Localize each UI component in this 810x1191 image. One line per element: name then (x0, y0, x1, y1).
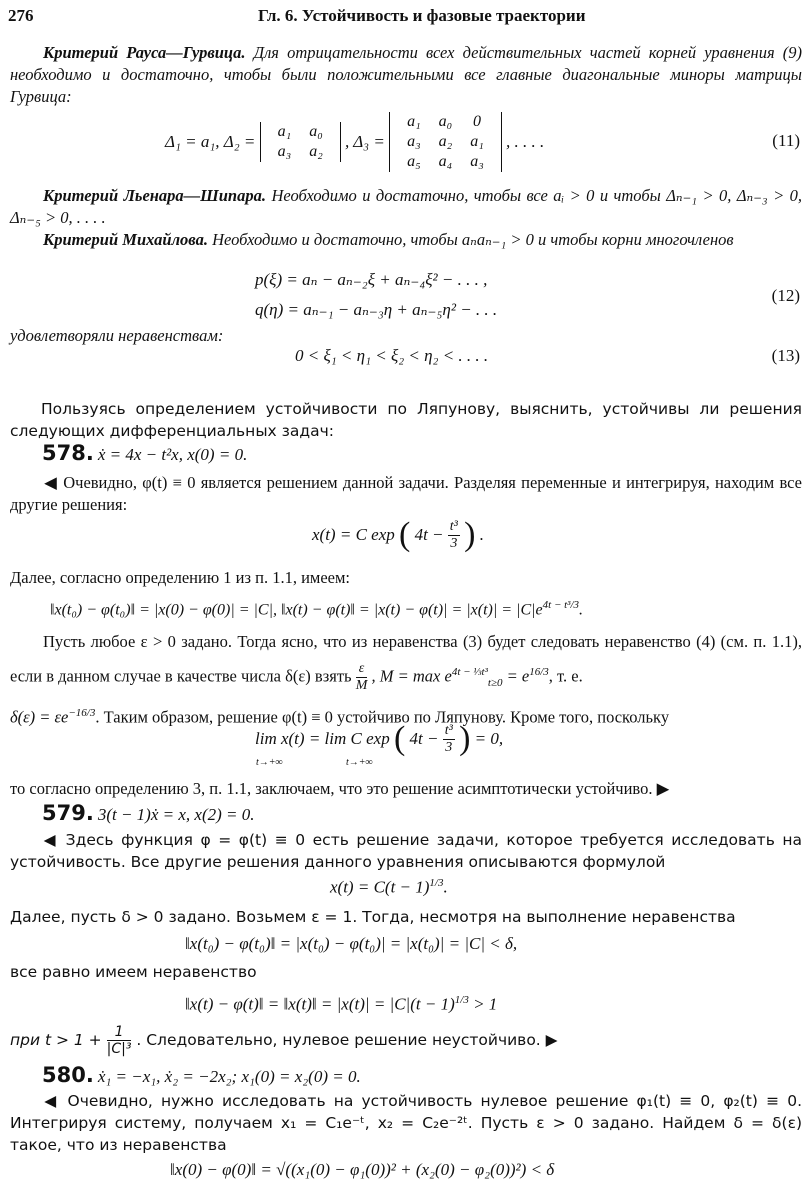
lienard-text: Необходимо и достаточно, чтобы все aᵢ > 0 и чтобы Δₙ₋₁ > 0, Δₙ₋₃ > 0, Δₙ₋₅ > 0, . . . . (10, 186, 803, 227)
det3-cell: a₁ (407, 113, 421, 130)
problem-579-statement: 3(t − 1)ẋ = x, x(2) = 0. (97, 805, 255, 824)
problem-578-number: 578. (42, 441, 94, 465)
p579-text-2: Далее, пусть δ > 0 задано. Возьмем ε = 1. Тогда, несмотря на выполнение неравенства (10, 908, 736, 926)
p578-f3-a: lim x(t) = lim C exp (255, 729, 390, 748)
p578-f3-rpar: ) (459, 720, 471, 757)
mikhailov-title: Критерий Михайлова. (43, 230, 208, 249)
satisfy-text: удовлетворяли неравенствам: (10, 326, 224, 345)
routh-hurwitz-text: Для отрицательности всех действительных частей корней уравнения (9) необходимо и достаточно, чтобы были положительными все главные диагональные миноры матрицы Гурвица: (10, 43, 803, 106)
p579-f1-exp: 1/3 (429, 877, 444, 889)
intro-paragraph (10, 398, 802, 442)
p580-text-1: ◀ Очевидно, нужно исследовать на устойчивость нулевое решение φ₁(t) ≡ 0, φ₂(t) ≡ 0. Интегрируя систему, получаем x₁ = C₁e⁻ᵗ, x₂ = C₂e⁻²ᵗ. Пусть ε > 0 задано. Найдем δ = δ(ε) такое, что из неравенства (10, 1092, 802, 1154)
delta3-label: , Δ₃ = (345, 132, 385, 151)
det3-cell: a₃ (407, 133, 421, 150)
det3-cell: a₁ (470, 133, 484, 150)
p579-text-4a: при t > 1 + (10, 1031, 102, 1049)
lienard-title: Критерий Льенара—Шипара. (43, 186, 266, 205)
p578-f3-limit-sub-1: t→+∞ (256, 757, 283, 768)
determinant-2x2 (260, 122, 341, 162)
p578-f3-num: t³ (444, 722, 453, 738)
p578-f3-b: 4t − (409, 729, 439, 748)
eq11-lead: Δ₁ = a₁, Δ₂ = (165, 132, 256, 151)
p579-text-3: все равно имеем неравенство (10, 963, 257, 981)
p579-f1-end: . (443, 877, 448, 897)
p578-text-1: ◀ Очевидно, φ(t) ≡ 0 является решением данной задачи. Разделяя переменные и интегрируя, находим все другие решения: (10, 473, 802, 514)
p578-text-3b: , M = max e (371, 666, 452, 686)
intro-text: Пользуясь определением устойчивости по Ляпунову, выяснить, устойчивы ли решения следующих дифференциальных задач: (10, 400, 802, 440)
p578-f1-rpar: ) (464, 516, 476, 553)
p578-text-3d: , т. е. (548, 666, 583, 686)
p578-text-4a: δ(ε) = εe (10, 707, 69, 727)
equation-number-12: (12) (771, 286, 800, 305)
p578-eps-over-m (356, 661, 368, 694)
p578-frac-num: ε (356, 661, 368, 678)
p578-f3-den: 3 (445, 739, 453, 755)
page-number: 276 (8, 6, 34, 25)
det3-cell: a₄ (438, 153, 453, 170)
problem-580-header (42, 1063, 361, 1087)
det3-cell: a₂ (438, 133, 453, 150)
p579-paragraph-4 (10, 1024, 802, 1057)
p578-f1-fraction (448, 519, 460, 552)
p578-text-3c-exp: 16/3 (529, 666, 549, 678)
p578-f1-end: . (479, 525, 484, 544)
p578-text-3b-exp: 4t − ⅓t³ (451, 666, 488, 678)
p578-text-4b: . Таким образом, решение φ(t) ≡ 0 устойчиво по Ляпунову. Кроме того, поскольку (95, 707, 670, 727)
p578-text-3c: = e (506, 666, 530, 686)
equation-number-13: (13) (771, 346, 800, 365)
p579-f3-exp: 1/3 (454, 994, 469, 1006)
p579-formula-2: ‖x(t₀) − φ(t₀)‖ = |x(t₀) − φ(t₀)| = |x(t₀)| = |C| < δ, (185, 934, 518, 953)
p578-f1-a: 4t − (414, 525, 444, 544)
p578-paragraph-5 (10, 778, 802, 800)
routh-hurwitz-title: Критерий Рауса—Гурвица. (43, 43, 246, 62)
p580-formula-1: ‖x(0) − φ(0)‖ = √((x₁(0) − φ₁(0))² + (x₂(0) − φ₂(0))²) < δ (170, 1160, 555, 1179)
p579-f1: x(t) = C(t − 1) (330, 877, 430, 897)
p578-formula-3 (255, 720, 503, 758)
problem-580-statement: ẋ₁ = −x₁, ẋ₂ = −2x₂; x₁(0) = x₂(0) = 0. (97, 1067, 361, 1086)
running-title: Гл. 6. Устойчивость и фазовые траектории (258, 6, 586, 25)
p578-f2-end: . (579, 601, 584, 619)
det2-cell: a₂ (309, 143, 323, 160)
p579-paragraph-2 (10, 906, 802, 928)
det3-cell: 0 (472, 113, 481, 130)
p579-frac-num: 1 (107, 1024, 132, 1041)
problem-578-statement: ẋ = 4x − t²x, x(0) = 0. (97, 445, 248, 464)
equation-number-11: (11) (772, 131, 800, 150)
p579-fraction (107, 1024, 132, 1057)
p580-paragraph-1 (10, 1090, 802, 1156)
p578-paragraph-1 (10, 472, 802, 516)
problem-579-header (42, 801, 255, 825)
p579-text-4b: . Следовательно, нулевое решение неустойчиво. ▶ (136, 1031, 558, 1049)
p578-formula-1 (312, 516, 484, 554)
det2-cell: a₃ (277, 143, 292, 160)
p578-text-5: то согласно определению 3, п. 1.1, заключаем, что это решение асимптотически устойчиво. ▶ (10, 779, 670, 798)
eq11-tail: , . . . . (506, 132, 545, 151)
p578-f3-c: = 0, (474, 729, 504, 748)
determinant-3x3 (389, 112, 502, 172)
p579-paragraph-3 (10, 961, 802, 983)
p578-f3-fraction (443, 723, 455, 756)
p579-f3: ‖x(t) − φ(t)‖ = ‖x(t)‖ = |x(t)| = |C|(t − 1) (185, 994, 455, 1014)
p579-formula-3 (185, 994, 497, 1015)
p578-f2-exp: 4t − t³/3 (542, 599, 580, 611)
lienard-paragraph (10, 185, 802, 229)
p578-f1-lpar: ( (399, 516, 411, 553)
det3-cell: a₃ (470, 153, 484, 170)
det2-cell: a₀ (309, 123, 323, 140)
equation-12-line1: p(ξ) = aₙ − aₙ₋₂ξ + aₙ₋₄ξ² − . . . , (255, 270, 488, 289)
p578-paragraph-2 (10, 567, 802, 589)
mikhailov-text: Необходимо и достаточно, чтобы aₙaₙ₋₁ > 0 и чтобы корни многочленов (212, 230, 734, 249)
det3-cell: a₅ (407, 153, 421, 170)
det2-cell: a₁ (277, 123, 292, 140)
p578-paragraph-3 (10, 627, 802, 732)
p578-f1-left: x(t) = C exp (312, 525, 395, 544)
p578-f1-num: t³ (449, 518, 458, 534)
det3-cell: a₀ (438, 113, 453, 130)
problem-579-number: 579. (42, 801, 94, 825)
page-header (8, 6, 802, 30)
equation-11 (165, 112, 544, 172)
p579-formula-1 (330, 877, 448, 898)
p578-text-3a: Пусть любое ε > 0 задано. Тогда ясно, что из неравенства (3) будет следовать неравенство (4) (см. п. 1.1), если в данном случае в качестве числа δ(ε) взять (10, 632, 802, 686)
routh-hurwitz-paragraph (10, 42, 802, 108)
p579-paragraph-1 (10, 829, 802, 873)
equation-12-line2: q(η) = aₙ₋₁ − aₙ₋₃η + aₙ₋₅η² − . . . (255, 300, 498, 319)
p578-f2: ‖x(t₀) − φ(t₀)‖ = |x(0) − φ(0)| = |C|, ‖x(t) − φ(t)‖ = |x(t) − φ(t)| = |x(t)| = |C|e (50, 601, 543, 619)
p579-text-1: ◀ Здесь функция φ = φ(t) ≡ 0 есть решение задачи, которое требуется исследовать на устойчивость. Все другие решения данного уравнения описываются формулой (10, 831, 802, 871)
p579-f3-end: > 1 (473, 994, 498, 1014)
mikhailov-paragraph (10, 229, 802, 251)
p578-frac-den: M (355, 678, 368, 694)
problem-580-number: 580. (42, 1063, 94, 1087)
p579-frac-den: |C|³ (106, 1041, 132, 1057)
p578-f1-den: 3 (450, 535, 458, 551)
p578-text-3b-sub: t≥0 (487, 676, 503, 689)
p578-text-2: Далее, согласно определению 1 из п. 1.1, имеем: (10, 568, 351, 587)
p578-f3-limit-sub-2: t→+∞ (346, 757, 373, 768)
equation-13: 0 < ξ₁ < η₁ < ξ₂ < η₂ < . . . . (295, 346, 489, 365)
p578-formula-2 (50, 599, 583, 619)
problem-578-header (42, 441, 247, 465)
p578-f3-lpar: ( (393, 720, 406, 757)
p578-text-4-exp: −16/3 (68, 706, 96, 719)
